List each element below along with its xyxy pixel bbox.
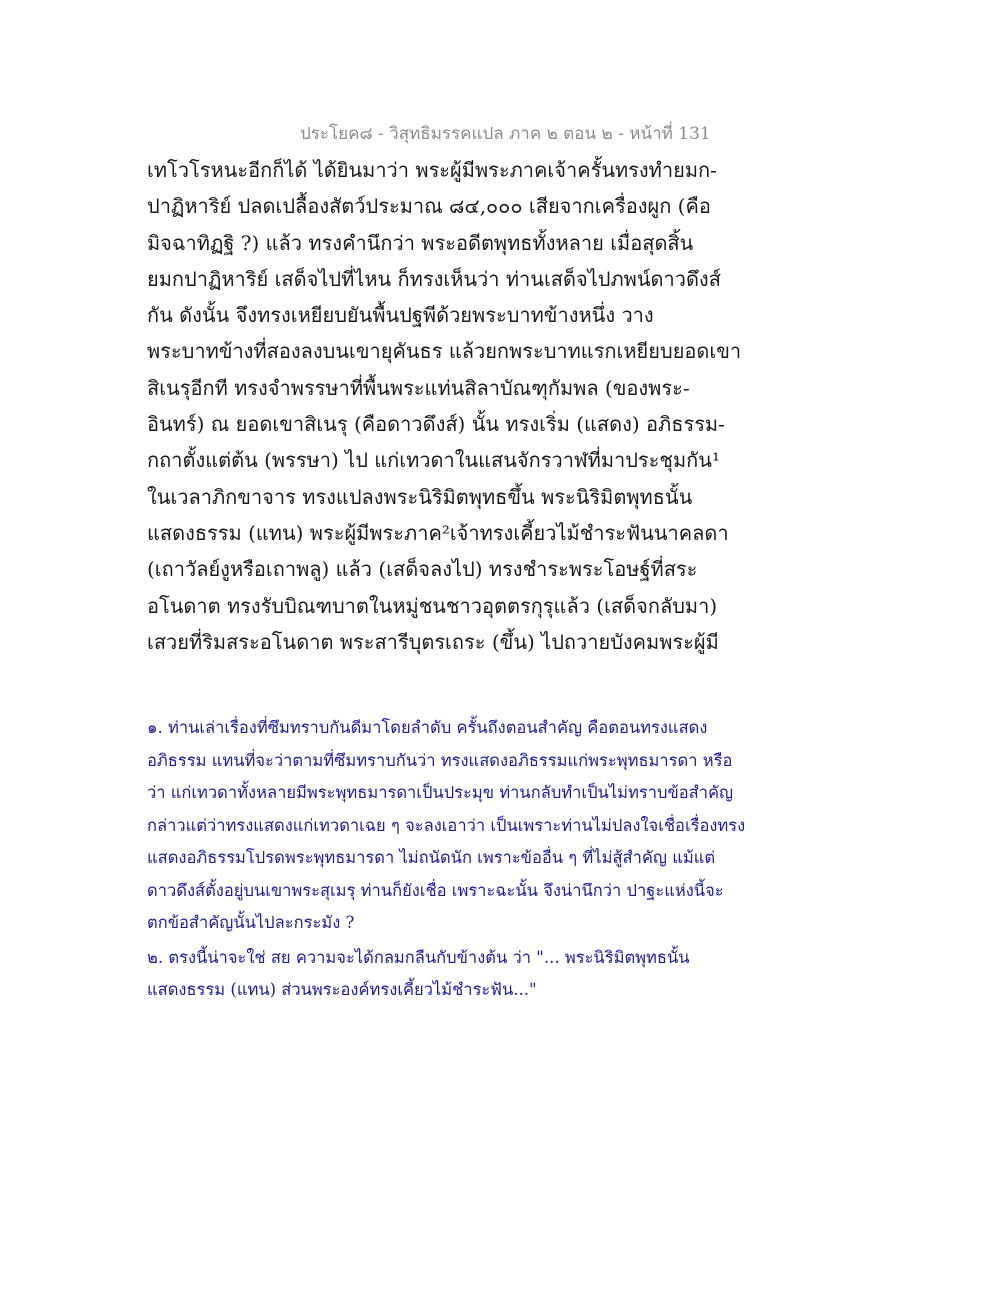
body-line: ในเวลาภิกขาจาร ทรงแปลงพระนิริมิตพุทธขึ้น พระนิริมิตพุทธนั้น — [147, 484, 693, 509]
body-line: ปาฏิหาริย์ ปลดเปลื้องสัตว์ประมาณ ๘๔,๐๐๐ เสียจากเครื่องผูก (คือ — [147, 194, 711, 219]
body-line: พระบาทข้างที่สองลงบนเขายุคันธร แล้วยกพระบาทแรกเหยียบยอดเขา — [147, 339, 742, 364]
body-line: อโนดาต ทรงรับบิณฑบาตในหมู่ชนชาวอุตตรกุรุแล้ว (เสด็จกลับมา) — [147, 593, 718, 618]
footnotes — [147, 712, 867, 1007]
body-line: เสวยที่ริมสระอโนดาต พระสารีบุตรเถระ (ขึ้น) ไปถวายบังคมพระผู้มี — [147, 629, 719, 654]
body-line: กัน ดังนั้น จึงทรงเหยียบยันพื้นปฐพีด้วยพระบาทข้างหนึ่ง วาง — [147, 303, 654, 328]
footnote-line: แสดงธรรม (แทน) ส่วนพระองค์ทรงเคี้ยวไม้ชำระฟัน..." — [147, 980, 537, 999]
footnote-line: แสดงอภิธรรมโปรดพระพุทธมารดา ไม่ถนัดนัก เพราะข้ออื่น ๆ ที่ไม่สู้สำคัญ แม้แต่ — [147, 848, 716, 867]
body-line: แสดงธรรม (แทน) พระผู้มีพระภาค²เจ้าทรงเคี้ยวไม้ชำระฟันนาคลดา — [147, 520, 729, 545]
footnote-line: ว่า แก่เทวดาทั้งหลายมีพระพุทธมารดาเป็นประมุข ท่านกลับทำเป็นไม่ทราบข้อสำคัญ — [147, 783, 734, 802]
footnote-line: ดาวดึงส์ตั้งอยู่บนเขาพระสุเมรุ ท่านก็ยังเชื่อ เพราะฉะนั้น จึงน่านึกว่า ปาฐะแห่งนี้จะ — [147, 880, 724, 900]
body-text — [147, 152, 867, 660]
footnote-line: อภิธรรม แทนที่จะว่าตามที่ซึมทราบกันว่า ทรงแสดงอภิธรรมแก่พระพุทธมารดา หรือ — [147, 750, 733, 770]
body-line: (เถาวัลย์งูหรือเถาพลู) แล้ว (เสด็จลงไป) ทรงชำระพระโอษฐ์ที่สระ — [147, 557, 698, 582]
body-line: กถาตั้งแต่ต้น (พรรษา) ไป แก่เทวดาในแสนจักรวาฬที่มาประชุมกัน¹ — [147, 448, 720, 473]
footnote-line: ๑. ท่านเล่าเรื่องที่ซึมทราบกันดีมาโดยลำดับ ครั้นถึงตอนสำคัญ คือตอนทรงแสดง — [147, 718, 708, 737]
body-line: อินทร์) ณ ยอดเขาสิเนรุ (คือดาวดึงส์) นั้น ทรงเริ่ม (แสดง) อภิธรรม- — [147, 412, 725, 437]
body-line: เทโวโรหนะอีกก็ได้ ได้ยินมาว่า พระผู้มีพระภาคเจ้าครั้นทรงทำยมก- — [147, 158, 717, 182]
footnote-line: กล่าวแต่ว่าทรงแสดงแก่เทวดาเฉย ๆ จะลงเอาว่า เป็นเพราะท่านไม่ปลงใจเชื่อเรื่องทรง — [147, 815, 746, 835]
running-header: ประโยค๘ - วิสุทธิมรรคแปล ภาค ๒ ตอน ๒ - หน้าที่ 131 — [300, 124, 711, 144]
body-line: มิจฉาทิฏฐิ ?) แล้ว ทรงคำนึกว่า พระอดีตพุทธทั้งหลาย เมื่อสุดสิ้น — [147, 230, 694, 255]
body-line: ยมกปาฏิหาริย์ เสด็จไปที่ไหน ก็ทรงเห็นว่า ท่านเสด็จไปภพน์ดาวดึงส์ — [147, 266, 721, 291]
footnote-line: ๒. ตรงนี้น่าจะใช่ สย ความจะได้กลมกลืนกับข้างต้น ว่า "... พระนิริมิตพุทธนั้น — [147, 947, 690, 967]
footnote-line: ตกข้อสำคัญนั้นไปละกระมัง ? — [147, 913, 355, 932]
body-line: สิเนรุอีกที ทรงจำพรรษาที่พื้นพระแท่นสิลาบัณฑุกัมพล (ของพระ- — [147, 375, 690, 400]
